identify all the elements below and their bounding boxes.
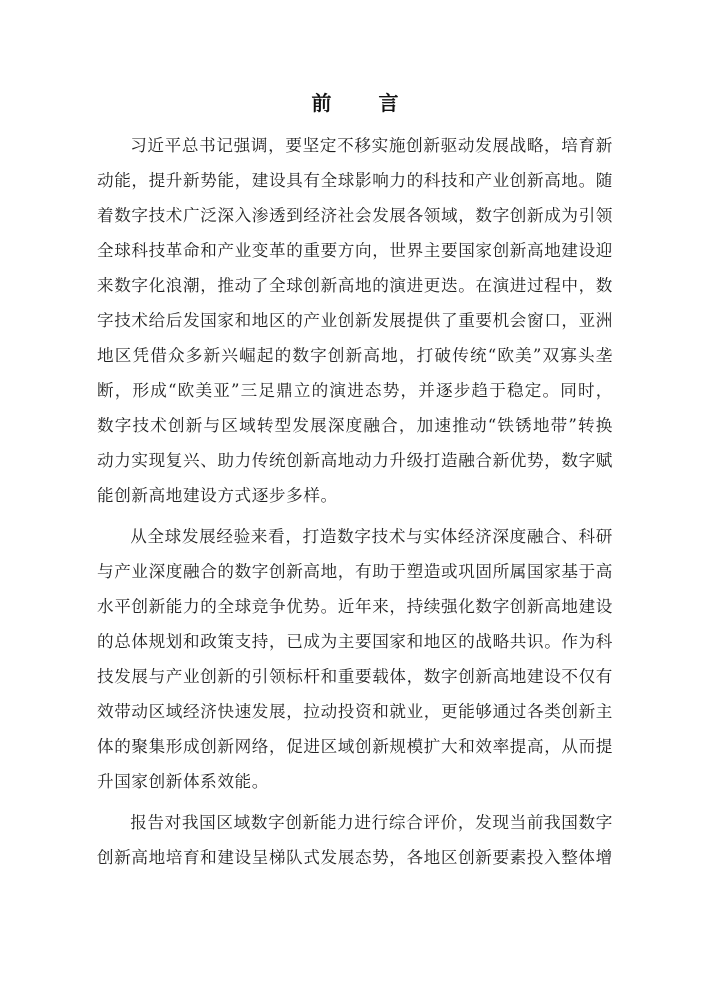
paragraph-2: 从全球发展经验来看，打造数字技术与实体经济深度融合、科研与产业深度融合的数字创新高地，有助于塑造或巩固所属国家基于高水平创新能力的全球竞争优势。近年来，持续强化数字创新高地建设的总体规划和政策支持，已成为主要国家和地区的战略共识。作为科技发展与产业创新的引领标杆和重要载体，数字创新高地建设不仅有效带动区域经济快速发展，拉动投资和就业，更能够通过各类创新主体的聚集形成创新网络，促进区域创新规模扩大和效率提高，从而提升国家创新体系效能。 [97,527,613,791]
paragraph-1: 习近平总书记强调，要坚定不移实施创新驱动发展战略，培育新动能，提升新势能，建设具有全球影响力的科技和产业创新高地。随着数字技术广泛深入渗透到经济社会发展各领域，数字创新成为引领全球科技革命和产业变革的重要方向，世界主要国家创新高地建设迎来数字化浪潮，推动了全球创新高地的演进更迭。在演进过程中，数字技术给后发国家和地区的产业创新发展提供了重要机会窗口，亚洲地区凭借众多新兴崛起的数字创新高地，打破传统“欧美”双寡头垄断，形成“欧美亚”三足鼎立的演进态势，并逐步趋于稳定。同时，数字技术创新与区域转型发展深度融合，加速推动“铁锈地带”转换动力实现复兴、助力传统创新高地动力升级打造融合新优势，数字赋能创新高地建设方式逐步多样。 [97,136,613,505]
page-title: 前 言 [311,91,419,115]
paragraph-3: 报告对我国区域数字创新能力进行综合评价，发现当前我国数字创新高地培育和建设呈梯队式发展态势，各地区创新要素投入整体增 [97,813,613,867]
body-text [97,128,613,875]
